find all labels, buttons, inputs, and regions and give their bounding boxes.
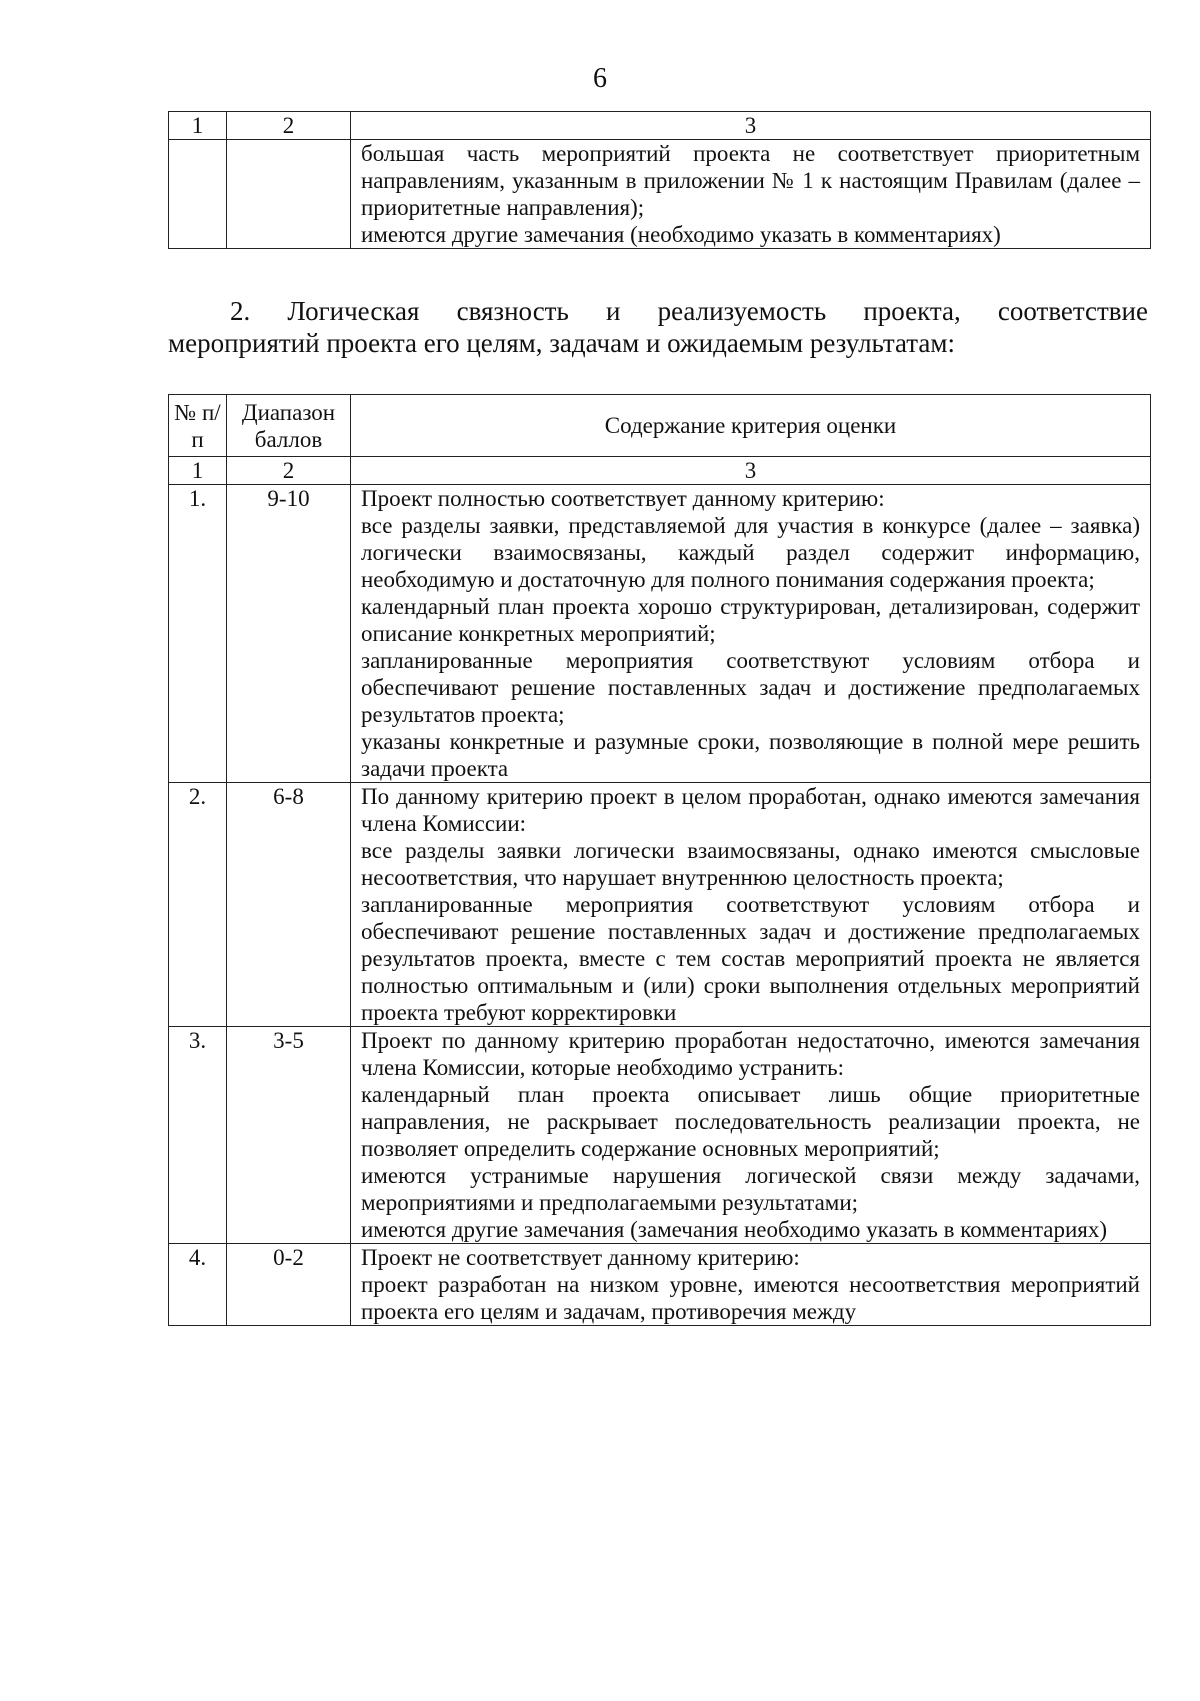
section-heading-line-1: 2. Логическая связность и реализуемость проекта, соответствие: [230, 296, 1148, 326]
criterion-paragraph: запланированные мероприятия соответствуют условиям отбора и обеспечивают решение поставленных задач и достижение предполагаемых результатов проекта, вместе с тем состав мероприятий проекта не является полностью оптимальным и (или) сроки выполнения отдельных мероприятий проекта требуют корректировки: [361, 892, 1140, 1025]
criterion-paragraph: имеются другие замечания (замечания необходимо указать в комментариях): [361, 1217, 1108, 1242]
criterion-paragraph: все разделы заявки, представляемой для участия в конкурсе (далее – заявка) логически взаимосвязаны, каждый раздел содержит информацию, необходимую и достаточную для полного понимания содержания проекта;: [361, 513, 1140, 592]
criterion-content: [351, 140, 1151, 249]
score-range: 9-10: [227, 485, 351, 783]
row-number: 3.: [169, 1027, 227, 1244]
score-range: 6-8: [227, 783, 351, 1027]
col-number-2: 2: [227, 457, 351, 485]
criterion-paragraph: проект разработан на низком уровне, имеются несоответствия мероприятий проекта его целям и задачам, противоречия между: [361, 1272, 1140, 1324]
criterion-paragraph: большая часть мероприятий проекта не соответствует приоритетным направлениям, указанным в приложении № 1 к настоящим Правилам (далее – приоритетные направления);: [361, 141, 1140, 220]
criterion-content: [351, 783, 1151, 1027]
score-range: [227, 140, 351, 249]
table-row: [169, 783, 1151, 1027]
section-intro: [168, 295, 1148, 359]
row-number: 4.: [169, 1244, 227, 1326]
table-row: [169, 1244, 1151, 1326]
criterion-content: [351, 1027, 1151, 1244]
criterion-paragraph: Проект не соответствует данному критерию:: [361, 1245, 800, 1270]
col-number-3: 3: [351, 112, 1151, 140]
top-table: [168, 111, 1151, 249]
criterion-paragraph: Проект полностью соответствует данному критерию:: [361, 486, 885, 511]
col-number-1: 1: [169, 112, 227, 140]
criterion-paragraph: Проект по данному критерию проработан недостаточно, имеются замечания члена Комиссии, которые необходимо устранить:: [361, 1028, 1140, 1080]
table-row: [169, 1027, 1151, 1244]
criterion-paragraph: указаны конкретные и разумные сроки, позволяющие в полной мере решить задачи проекта: [361, 729, 1140, 781]
score-range: 3-5: [227, 1027, 351, 1244]
section-heading-line-2: мероприятий проекта его целям, задачам и ожидаемым результатам:: [168, 328, 955, 358]
page-number: 6: [593, 63, 607, 94]
criterion-paragraph: По данному критерию проект в целом проработан, однако имеются замечания члена Комиссии:: [361, 784, 1140, 836]
column-number-row: [169, 457, 1151, 485]
criterion-paragraph: все разделы заявки логически взаимосвязаны, однако имеются смысловые несоответствия, что нарушает внутреннюю целостность проекта;: [361, 838, 1140, 890]
row-number: 2.: [169, 783, 227, 1027]
criterion-content: [351, 1244, 1151, 1326]
column-number-row: [169, 112, 1151, 140]
criterion-paragraph: имеются другие замечания (необходимо указать в комментариях): [361, 222, 1001, 247]
row-number: [169, 140, 227, 249]
header-row: [169, 395, 1151, 457]
criterion-content: [351, 485, 1151, 783]
header-number: № п/п: [169, 395, 227, 457]
table-row: [169, 485, 1151, 783]
col-number-1: 1: [169, 457, 227, 485]
header-score-range: Диапазон баллов: [227, 395, 351, 457]
col-number-3: 3: [351, 457, 1151, 485]
criterion-paragraph: календарный план проекта хорошо структурирован, детализирован, содержит описание конкретных мероприятий;: [361, 594, 1140, 646]
criterion-paragraph: календарный план проекта описывает лишь общие приоритетные направления, не раскрывает последовательность реализации проекта, не позволяет определить содержание основных мероприятий;: [361, 1082, 1140, 1161]
table-row: [169, 140, 1151, 249]
header-criterion-content: Содержание критерия оценки: [351, 395, 1151, 457]
criterion-paragraph: запланированные мероприятия соответствуют условиям отбора и обеспечивают решение поставленных задач и достижение предполагаемых результатов проекта;: [361, 648, 1140, 727]
row-number: 1.: [169, 485, 227, 783]
criterion-paragraph: имеются устранимые нарушения логической связи между задачами, мероприятиями и предполагаемыми результатами;: [361, 1163, 1140, 1215]
score-range: 0-2: [227, 1244, 351, 1326]
col-number-2: 2: [227, 112, 351, 140]
criteria-table: [168, 394, 1151, 1326]
